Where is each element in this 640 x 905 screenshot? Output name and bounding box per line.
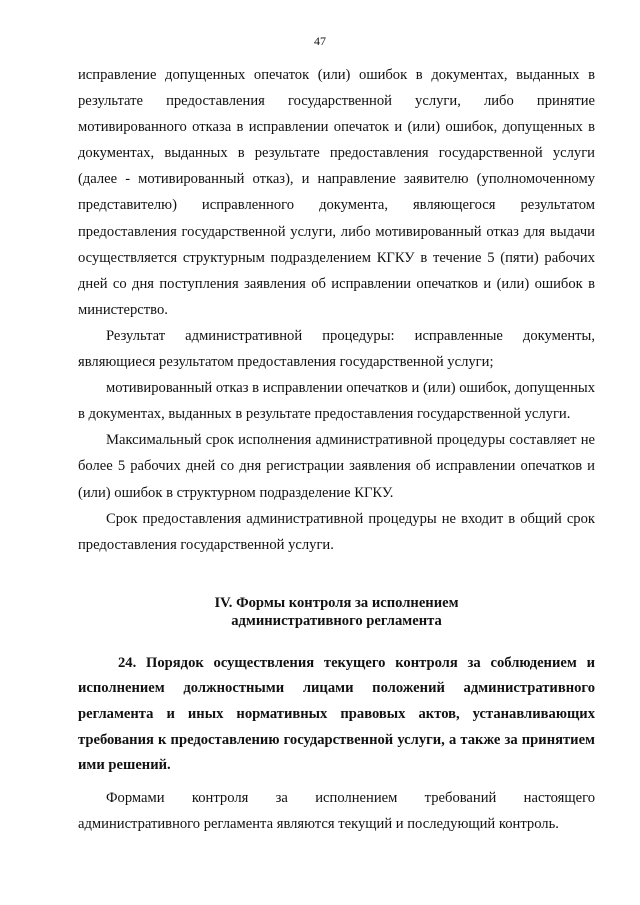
paragraph-procedure-result: Результат административной процедуры: исправленные документы, являющиеся результатом предоставления государственной услуги; <box>78 327 595 371</box>
paragraph-control-forms: Формами контроля за исполнением требований настоящего административного регламента являются текущий и последующий контроль. <box>78 789 595 832</box>
document-body <box>78 62 595 837</box>
section-heading-line2: административного регламента <box>231 613 442 630</box>
paragraph-max-term: Максимальный срок исполнения административной процедуры составляет не более 5 рабочих дней со дня регистрации заявления об исправлении опечатков и (или) ошибок в структурном подразделение КГКУ. <box>78 432 595 501</box>
paragraph-motivated-refusal: мотивированный отказ в исправлении опечатков и (или) ошибок, допущенных в документах, выданных в результате предоставления государственной услуги. <box>78 380 595 423</box>
paragraph-correction-procedure: исправление допущенных опечаток (или) ошибок в документах, выданных в результате предоставления государственной услуги, либо принятие мотивированного отказа в исправлении опечаток и (или) ошибок, допущенных в документах, выданных в результате предоставления государственной услуги (далее - мотивированный отказ), и направление заявителю (уполномоченному представителю) исправленного документа, являющегося результатом предоставления государственной услуги, либо мотивированный отказ для выдачи осуществляется структурным подразделением КГКУ в течение 5 (пяти) рабочих дней со дня поступления заявления об исправлении опечатков и (или) ошибок в министерство. <box>78 67 595 318</box>
section-heading <box>78 594 595 631</box>
subsection-heading: 24. Порядок осуществления текущего контроля за соблюдением и исполнением должностными лицами положений административного регламента и иных нормативных правовых актов, устанавливающих требования к предоставлению государственной услуги, а также за принятием ими решений. <box>78 654 595 774</box>
paragraph-provision-term: Срок предоставления административной процедуры не входит в общий срок предоставления государственной услуги. <box>78 510 595 553</box>
section-heading-line1: IV. Формы контроля за исполнением <box>214 594 459 611</box>
page-number: 47 <box>314 34 326 48</box>
